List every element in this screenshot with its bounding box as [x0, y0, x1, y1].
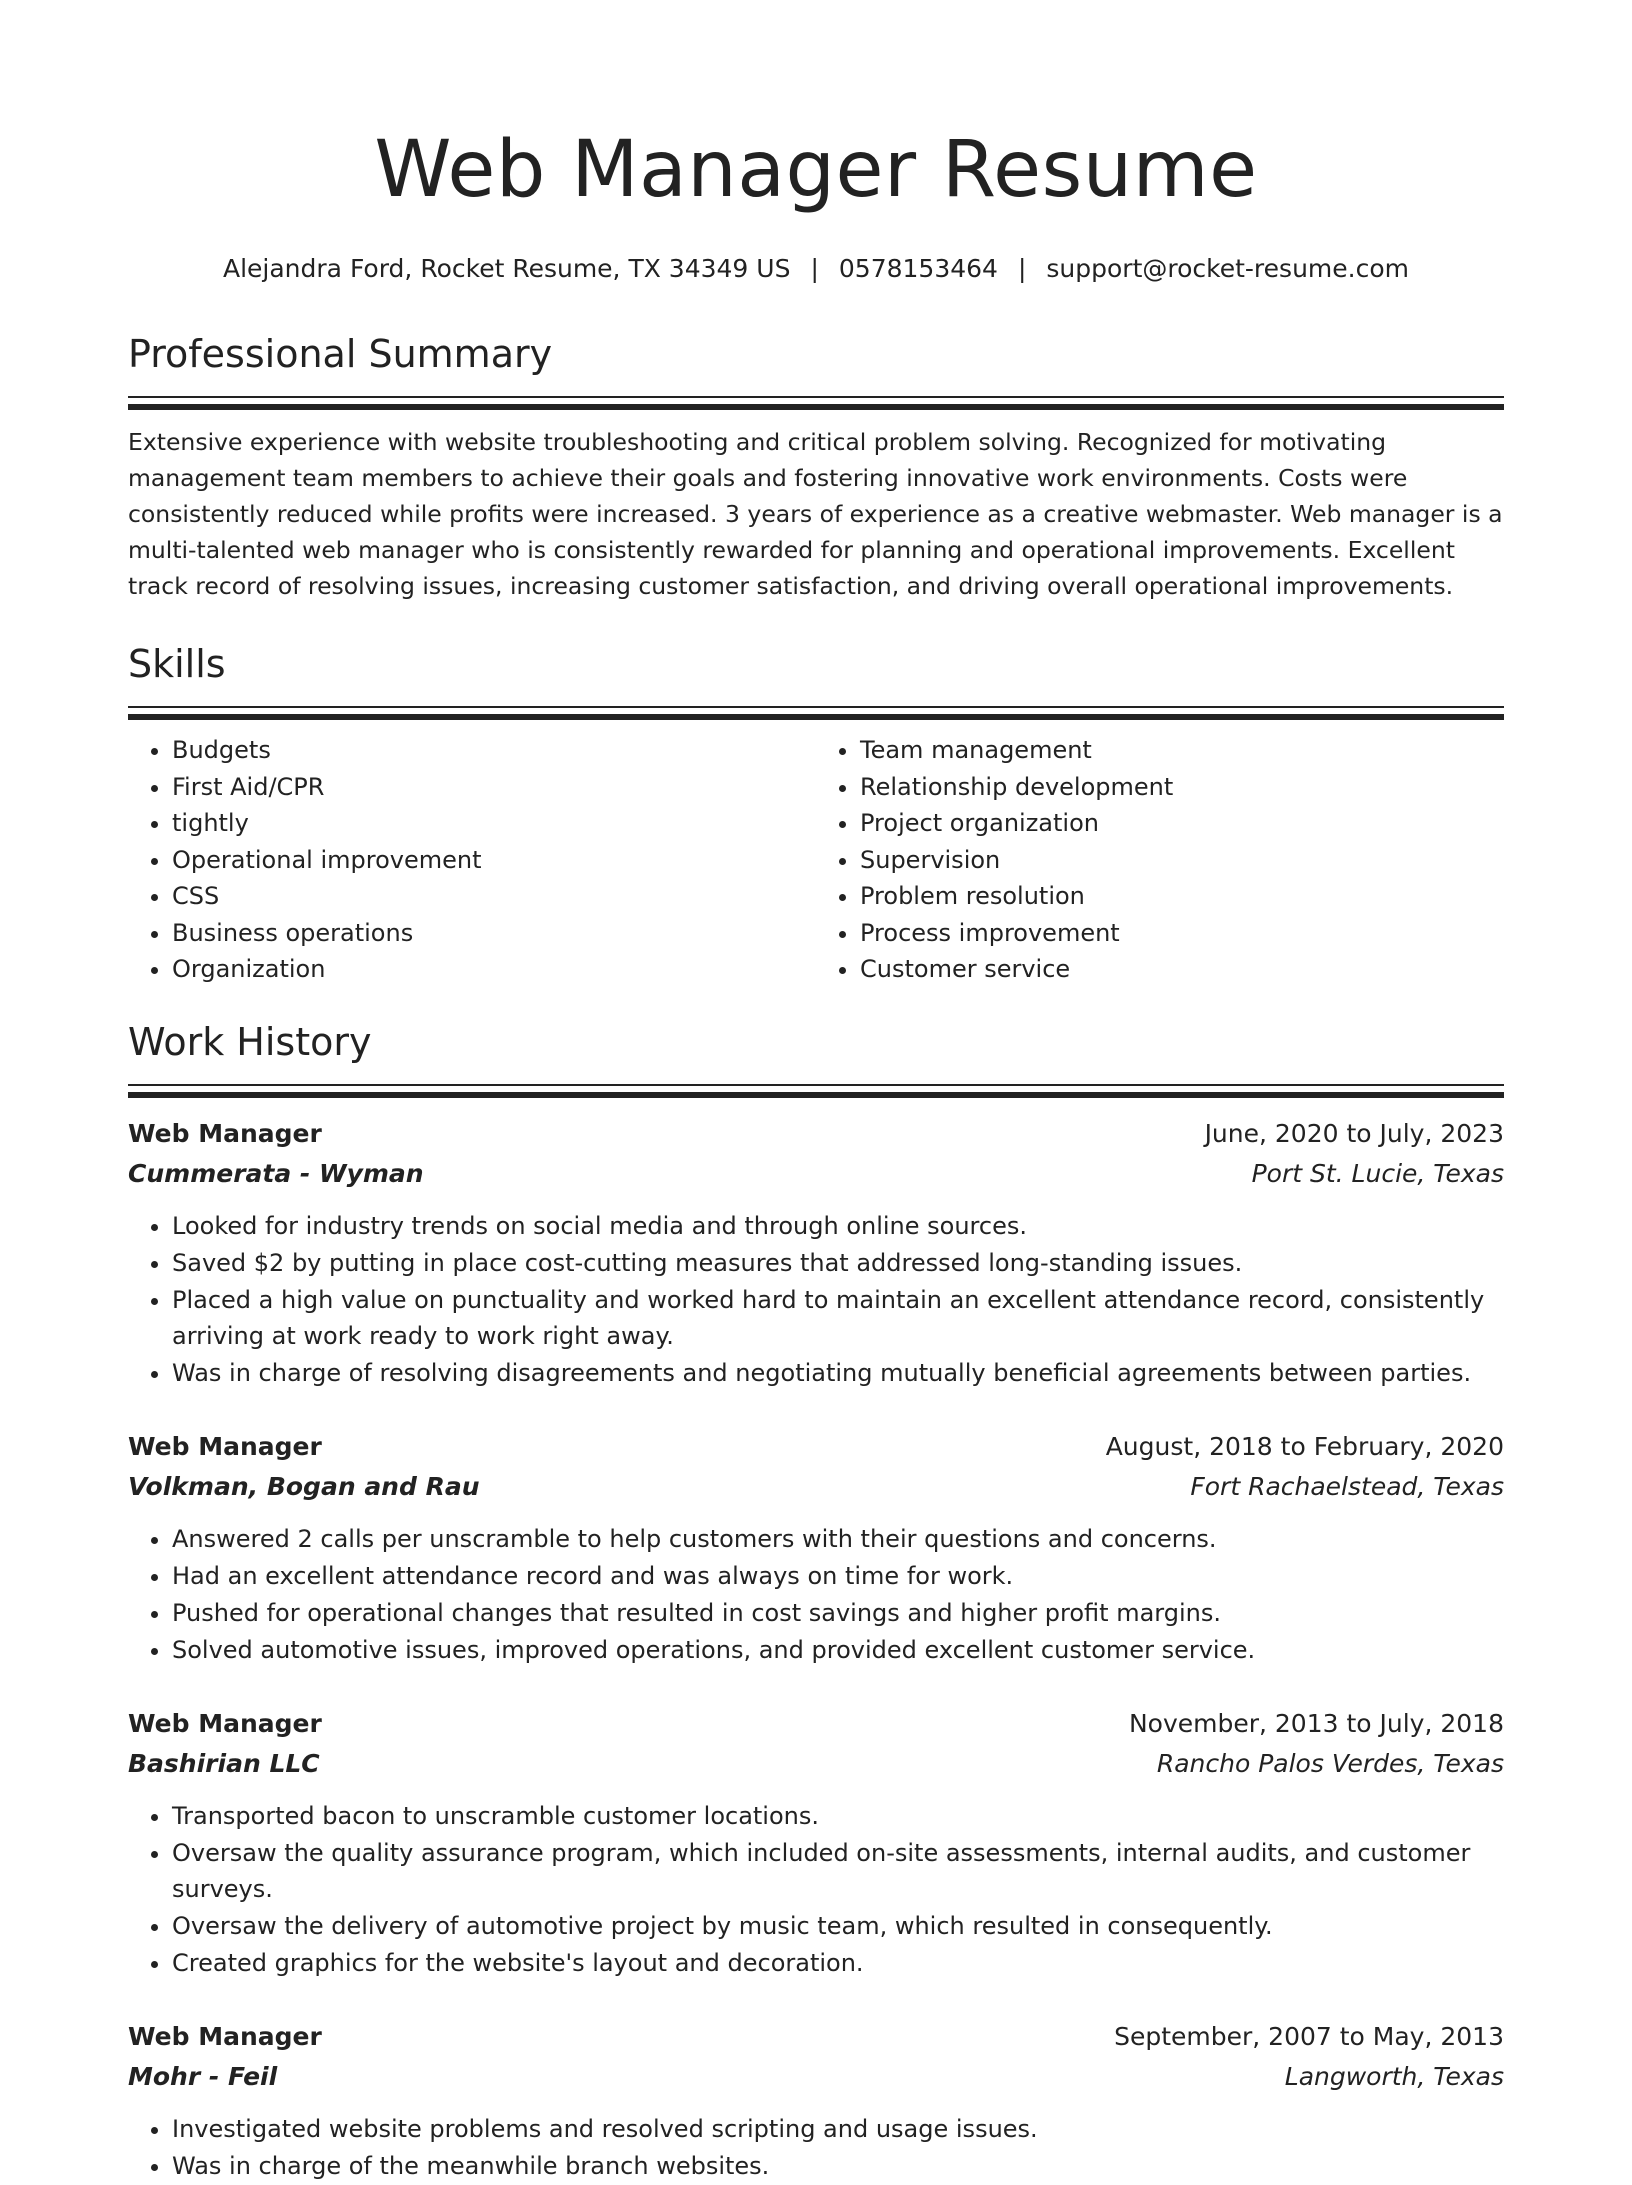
job-dates: June, 2020 to July, 2023 — [1204, 1118, 1504, 1148]
section-heading: Work History — [128, 1019, 372, 1064]
contact-phone: 0578153464 — [838, 254, 998, 283]
skill-item: • Project organization — [860, 805, 1504, 842]
job-location: Langworth, Texas — [1284, 2061, 1504, 2091]
job-dates: November, 2013 to July, 2018 — [1128, 1708, 1504, 1738]
contact-address: Alejandra Ford, Rocket Resume, TX 34349 US — [222, 254, 791, 283]
job-duty: • Saved $2 by putting in place cost-cutting measures that addressed long-standing issues. — [172, 1245, 1504, 1281]
job-entry — [128, 1704, 1504, 1981]
job-duty: • Created graphics for the website's layout and decoration. — [172, 1945, 1504, 1981]
skill-item: • Relationship development — [860, 769, 1504, 806]
job-dates: August, 2018 to February, 2020 — [1105, 1431, 1504, 1461]
job-location: Rancho Palos Verdes, Texas — [1156, 1748, 1504, 1778]
skill-item: • Problem resolution — [860, 878, 1504, 915]
job-title: Web Manager — [128, 2021, 322, 2051]
skill-item: • Budgets — [172, 732, 816, 769]
job-company: Bashirian LLC — [128, 1748, 320, 1778]
job-title: Web Manager — [128, 1431, 322, 1461]
resume-page — [128, 0, 1504, 2185]
skill-item: • First Aid/CPR — [172, 769, 816, 806]
skill-item: • Team management — [860, 732, 1504, 769]
job-duties — [128, 1798, 1504, 1981]
skill-item: • Customer service — [860, 951, 1504, 988]
skill-item: • Business operations — [172, 915, 816, 952]
contact-line — [128, 252, 1504, 286]
job-dates: September, 2007 to May, 2013 — [1114, 2021, 1504, 2051]
work-history-section — [128, 1018, 1504, 2184]
job-duties — [128, 1521, 1504, 1668]
job-duty: • Answered 2 calls per unscramble to help customers with their questions and concerns. — [172, 1521, 1504, 1557]
skill-item: • CSS — [172, 878, 816, 915]
job-location: Port St. Lucie, Texas — [1251, 1158, 1504, 1188]
job-duty: • Transported bacon to unscramble customer locations. — [172, 1798, 1504, 1834]
contact-email: support@rocket-resume.com — [1046, 254, 1409, 283]
summary-text: Extensive experience with website troubleshooting and critical problem solving. Recognized for motivating management team members to achieve their goals and fostering innovative work environments. Costs were consistently reduced while profits were increased. 3 years of experience as a creative webmaster. Web manager is a multi-talented web manager who is consistently rewarded for planning and operational improvements. Excellent track record of resolving issues, increasing customer satisfaction, and driving overall operational improvements. — [128, 428, 1503, 600]
job-company: Mohr - Feil — [128, 2061, 278, 2091]
skills-section — [128, 640, 1504, 988]
section-divider — [128, 396, 1504, 410]
job-duty: • Placed a high value on punctuality and worked hard to maintain an excellent attendance record, consistently arriving at work ready to work right away. — [172, 1282, 1504, 1354]
job-title: Web Manager — [128, 1708, 322, 1738]
section-divider — [128, 706, 1504, 720]
job-duties — [128, 1208, 1504, 1391]
contact-separator: | — [1017, 254, 1027, 283]
skill-item: • Operational improvement — [172, 842, 816, 879]
job-duty: • Oversaw the delivery of automotive project by music team, which resulted in consequently. — [172, 1908, 1504, 1944]
professional-summary-section — [128, 330, 1504, 604]
contact-separator: | — [810, 254, 819, 283]
job-duty: • Investigated website problems and resolved scripting and usage issues. — [172, 2111, 1504, 2147]
job-entry — [128, 1114, 1504, 1391]
job-company: Cummerata - Wyman — [128, 1158, 424, 1188]
job-duty: • Was in charge of the meanwhile branch websites. — [172, 2148, 1504, 2184]
skills-column-right — [816, 732, 1504, 988]
job-duty: • Solved automotive issues, improved operations, and provided excellent customer service. — [172, 1632, 1504, 1668]
section-heading: Skills — [128, 642, 226, 686]
job-duties — [128, 2111, 1504, 2184]
job-company: Volkman, Bogan and Rau — [128, 1471, 480, 1501]
job-duty: • Pushed for operational changes that resulted in cost savings and higher profit margins. — [172, 1595, 1504, 1631]
job-entry — [128, 1427, 1504, 1668]
resume-title: Web Manager Resume — [374, 125, 1258, 215]
skill-item: • Supervision — [860, 842, 1504, 879]
skill-item: • Organization — [172, 951, 816, 988]
job-location: Fort Rachaelstead, Texas — [1190, 1471, 1504, 1501]
job-duty: • Had an excellent attendance record and was always on time for work. — [172, 1558, 1504, 1594]
skills-column-left — [128, 732, 816, 988]
section-heading: Professional Summary — [128, 332, 553, 376]
job-title: Web Manager — [128, 1118, 322, 1148]
section-divider — [128, 1084, 1504, 1098]
job-duty: • Oversaw the quality assurance program, which included on-site assessments, internal audits, and customer surveys. — [172, 1835, 1504, 1907]
skill-item: • Process improvement — [860, 915, 1504, 952]
skills-list — [128, 732, 1504, 988]
job-duty: • Looked for industry trends on social media and through online sources. — [172, 1208, 1504, 1244]
skill-item: • tightly — [172, 805, 816, 842]
job-duty: • Was in charge of resolving disagreements and negotiating mutually beneficial agreements between parties. — [172, 1355, 1504, 1391]
job-entry — [128, 2017, 1504, 2184]
